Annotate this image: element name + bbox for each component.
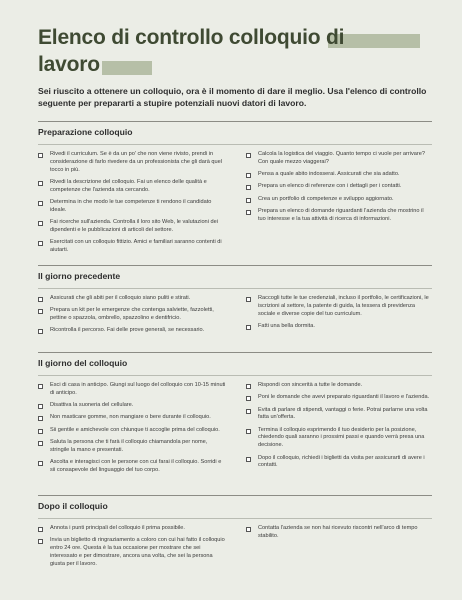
checklist-item — [38, 414, 228, 422]
checklist-item — [246, 196, 432, 204]
checklist-item — [38, 295, 228, 303]
checkbox[interactable] — [246, 429, 251, 434]
intro-text: Sei riuscito a ottenere un colloquio, ora è il momento di dare il meglio. Usa l'elenco di controllo seguente per prepararti a stupire potenziali nuovi datori di lavoro. — [38, 86, 427, 108]
checkbox[interactable] — [38, 539, 43, 544]
section-title-underline — [38, 288, 432, 289]
checklist-column-right — [246, 151, 432, 259]
checklist-item — [38, 179, 228, 195]
section-divider — [38, 265, 432, 266]
checkbox[interactable] — [38, 329, 43, 334]
checklist-columns — [38, 525, 432, 573]
checklist-item — [38, 402, 228, 410]
checklist-item-text: Determina in che modo le tue competenze ti rendono il candidato ideale. — [50, 198, 212, 213]
checklist-item-text: Dopo il colloquio, richiedi i biglietti da visita per assicurarti di avere i contatti. — [258, 454, 425, 469]
checkbox[interactable] — [246, 198, 251, 203]
checklist-item-text: Contatta l'azienda se non hai ricevuto riscontri nell'arco di tempo stabilito. — [258, 525, 418, 539]
checklist-item-text: Rispondi con sincerità a tutte le domande. — [258, 382, 363, 388]
checklist-item-text: Annota i punti principali del colloquio il prima possibile. — [50, 525, 185, 531]
checklist-columns — [38, 295, 432, 340]
checkbox[interactable] — [246, 409, 251, 414]
checkbox[interactable] — [246, 153, 251, 158]
checklist-item-text: Disattiva la suoneria del cellulare. — [50, 402, 134, 409]
checkbox[interactable] — [38, 416, 43, 421]
title-highlight — [102, 61, 152, 75]
checkbox[interactable] — [38, 221, 43, 226]
checklist-column-right — [246, 382, 432, 479]
checklist-item — [38, 151, 228, 174]
checklist-item — [38, 459, 228, 475]
checkbox[interactable] — [38, 309, 43, 314]
checklist-item — [38, 382, 228, 398]
section-title-underline — [38, 375, 432, 376]
page-title — [38, 24, 438, 78]
checkbox[interactable] — [246, 527, 251, 532]
checklist-item — [38, 307, 228, 323]
checklist-item-text: Sii gentile e amichevole con chiunque ti accoglie prima del colloquio. — [50, 426, 220, 433]
checklist-item-text: Calcola la logistica del viaggio. Quanto tempo ci vuole per arrivare? Con quale mezzo viaggerai? — [258, 151, 425, 165]
checkbox[interactable] — [246, 185, 251, 190]
checklist-item-text: Pensa a quale abito indosserai. Assicurati che sia adatto. — [258, 171, 400, 178]
checklist-column-left — [38, 382, 228, 479]
checklist-item — [246, 295, 432, 318]
checkbox[interactable] — [246, 457, 251, 462]
checklist-item-text: Ascolta e interagisci con le persone con cui farai il colloquio. Sorridi e sii consapevole del linguaggio del tuo corpo. — [50, 459, 222, 473]
checklist-item — [38, 199, 228, 215]
section-title-underline — [38, 518, 432, 519]
checklist-column-left — [38, 151, 228, 259]
checklist-columns — [38, 382, 432, 479]
section-title: Dopo il colloquio — [38, 501, 108, 511]
checkbox[interactable] — [38, 461, 43, 466]
checkbox[interactable] — [246, 210, 251, 215]
checklist-item-text: Assicurati che gli abiti per il colloquio siano puliti e stirati. — [50, 295, 191, 301]
checklist-item-text: Crea un portfolio di competenze e sviluppo aggiornato. — [258, 195, 394, 202]
checklist-item — [246, 394, 432, 402]
checkbox[interactable] — [38, 201, 43, 206]
checklist-item-text: Non masticare gomme, non mangiare o bere durante il colloquio. — [50, 414, 211, 421]
title-line-2: lavoro — [38, 53, 100, 76]
checklist-item-text: Esci di casa in anticipo. Giungi sul luogo del colloquio con 10-15 minuti di anticipo. — [50, 382, 226, 396]
checklist-item — [246, 183, 432, 191]
checklist-item — [246, 525, 432, 541]
checklist-item — [38, 427, 228, 435]
checklist-item-text: Fai ricerche sull'azienda. Controlla il loro sito Web, le valutazioni dei dipendenti e le pubblicazioni di articoli del settore. — [50, 219, 218, 233]
checklist-item-text: Saluta la persona che ti farà il colloquio chiamandola per nome, stringile la mano e presentati. — [50, 438, 208, 453]
checkbox[interactable] — [246, 297, 251, 302]
checklist-item — [38, 327, 228, 335]
checkbox[interactable] — [246, 384, 251, 389]
checklist-item — [246, 208, 432, 224]
checklist-item-text: Prepara un elenco di referenze con i dettagli per i contatti. — [258, 183, 402, 190]
checkbox[interactable] — [246, 325, 251, 330]
checklist-item — [246, 455, 432, 471]
title-line-1: Elenco di controllo colloquio di — [38, 26, 345, 49]
checklist-item-text: Invia un biglietto di ringraziamento a coloro con cui hai fatto il colloquio entro 24 ore. Questa è la tua occasione per mostrare che sei interessato e per dimostrare, ancora una volta, che sei la persona giusta per il lavoro. — [50, 537, 225, 567]
checklist-columns — [38, 151, 432, 259]
checkbox[interactable] — [38, 441, 43, 446]
checklist-item — [246, 171, 432, 179]
checkbox[interactable] — [38, 181, 43, 186]
checklist-item — [246, 382, 432, 390]
checklist-item — [38, 537, 228, 568]
checklist-item — [246, 323, 432, 331]
checklist-column-left — [38, 295, 228, 340]
checklist-item-text: Ricontrolla il percorso. Fai delle prove generali, se necessario. — [50, 327, 205, 334]
checklist-item-text: Prepara un elenco di domande riguardanti l'azienda che mostrino il tuo interesse e la tua attività di ricerca di informazioni. — [258, 207, 424, 222]
checklist-item-text: Poni le domande che avevi preparato riguardanti il lavoro e l'azienda. — [258, 394, 430, 401]
checklist-item-text: Prepara un kit per le emergenze che contenga salviette, fazzoletti, pettine o spazzola, ombrello, spazzolino e dentifricio. — [50, 307, 214, 322]
checklist-item-text: Fatti una bella dormita. — [258, 322, 315, 329]
checklist-item-text: Esercitati con un colloquio fittizio. Amici e familiari saranno contenti di aiutarti. — [50, 239, 222, 253]
section-preparazione — [38, 121, 432, 259]
checklist-item-text: Rivedi il curriculum. Se è da un po' che non viene rivisto, prendi in considerazione di farlo rivedere da un professionista che gli darà quel tocco in più. — [50, 151, 222, 173]
checkbox[interactable] — [38, 527, 43, 532]
checklist-item — [246, 151, 432, 167]
section-divider — [38, 121, 432, 122]
checklist-item — [38, 239, 228, 255]
checkbox[interactable] — [38, 241, 43, 246]
checklist-column-right — [246, 525, 432, 573]
checkbox[interactable] — [38, 153, 43, 158]
section-dopo-colloquio — [38, 495, 432, 573]
checkbox[interactable] — [246, 396, 251, 401]
section-title-underline — [38, 144, 432, 145]
section-title: Il giorno del colloquio — [38, 358, 128, 368]
section-divider — [38, 352, 432, 353]
checkbox[interactable] — [38, 297, 43, 302]
section-title: Il giorno precedente — [38, 271, 121, 281]
checkbox[interactable] — [38, 404, 43, 409]
checklist-item-text: Rivedi la descrizione del colloquio. Fai un elenco delle qualità e competenze che l'azienda sta cercando. — [50, 178, 207, 193]
checklist-item — [38, 525, 228, 533]
section-title: Preparazione colloquio — [38, 127, 133, 137]
checklist-column-right — [246, 295, 432, 340]
checklist-item-text: Termina il colloquio esprimendo il tuo desiderio per la posizione, chiedendo quali saranno i prossimi passi e quando verrà presa una decisione. — [258, 426, 425, 449]
checklist-item — [246, 407, 432, 423]
checklist-column-left — [38, 525, 228, 573]
checkbox[interactable] — [246, 173, 251, 178]
checkbox[interactable] — [38, 384, 43, 389]
checklist-item — [38, 439, 228, 455]
section-divider — [38, 495, 432, 496]
checklist-item — [246, 427, 432, 450]
checklist-item-text: Raccogli tutte le tue credenziali, incluso il portfolio, le certificazioni, le iscrizioni al settore, la patente di guida, la tessera di previdenza sociale e diverse copie del tuo curriculum. — [258, 295, 429, 317]
checklist-item-text: Evita di parlare di stipendi, vantaggi o ferie. Potrai parlarne una volta fatta un'offerta. — [258, 406, 428, 421]
checkbox[interactable] — [38, 429, 43, 434]
checklist-item — [38, 219, 228, 235]
section-giorno-precedente — [38, 265, 432, 340]
section-giorno-colloquio — [38, 352, 432, 479]
